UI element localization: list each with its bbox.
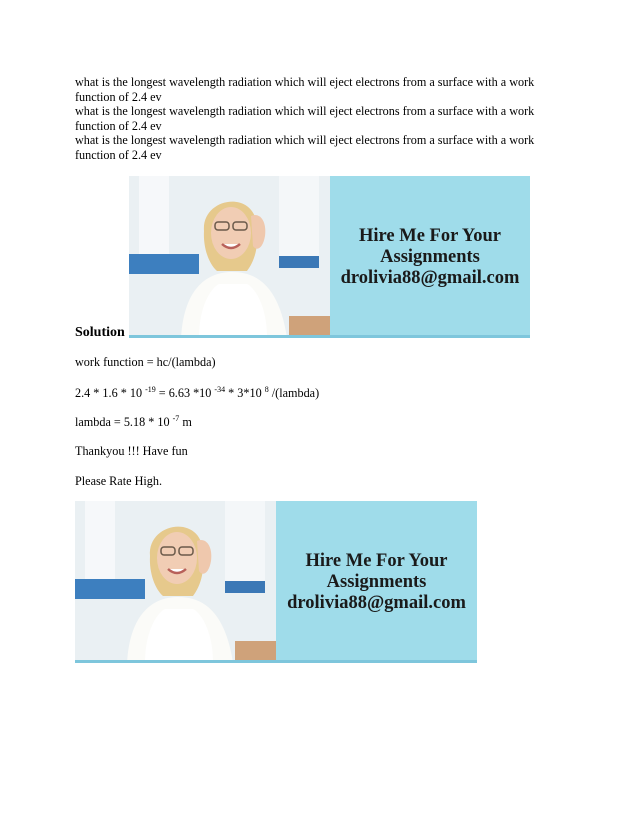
- equation-part: 2.4 * 1.6 * 10: [75, 386, 146, 400]
- banner-line: Assignments: [326, 571, 427, 592]
- banner-line: Hire Me For Your: [359, 225, 501, 246]
- question-text: [75, 75, 565, 163]
- equation-exponent: -19: [145, 385, 156, 394]
- banner-email: drolivia88@gmail.com: [340, 267, 520, 288]
- banner-email: drolivia88@gmail.com: [287, 592, 466, 613]
- question-line: what is the longest wavelength radiation which will eject electrons from a surface with a work function of 2.4 ev: [75, 75, 535, 104]
- question-line: what is the longest wavelength radiation which will eject electrons from a surface with a work function of 2.4 ev: [75, 104, 535, 133]
- banner-photo: [75, 501, 276, 663]
- banner-line: Hire Me For Your: [305, 550, 448, 571]
- banner-bottom-border: [129, 335, 530, 338]
- banner-photo: [129, 176, 330, 338]
- result-part: m: [179, 415, 192, 429]
- thanks-text: Thankyou !!! Have fun: [75, 444, 188, 458]
- woman-photo-illustration: [75, 501, 276, 663]
- rate-text: Please Rate High.: [75, 474, 162, 488]
- equation-exponent: -34: [214, 385, 226, 394]
- hire-me-banner-top: [129, 176, 530, 338]
- result-line: [75, 414, 192, 430]
- banner-text-panel: [330, 176, 530, 338]
- banner-text-panel: [276, 501, 477, 663]
- equation-part: * 3*10: [225, 386, 265, 400]
- equation-exponent: 8: [264, 385, 269, 394]
- solution-heading: Solution: [75, 325, 125, 340]
- equation-part: = 6.63 *10: [155, 386, 215, 400]
- formula-line: work function = hc/(lambda): [75, 355, 216, 369]
- result-exponent: -7: [172, 414, 180, 423]
- banner-bottom-border: [75, 660, 477, 663]
- equation-line: [75, 385, 319, 401]
- result-part: lambda = 5.18 * 10: [75, 415, 173, 429]
- hire-me-banner-bottom: [75, 501, 477, 663]
- banner-line: Assignments: [380, 246, 480, 267]
- equation-part: /(lambda): [268, 386, 320, 400]
- woman-photo-illustration: [129, 176, 330, 338]
- question-line: what is the longest wavelength radiation which will eject electrons from a surface with a work function of 2.4 ev: [75, 133, 535, 162]
